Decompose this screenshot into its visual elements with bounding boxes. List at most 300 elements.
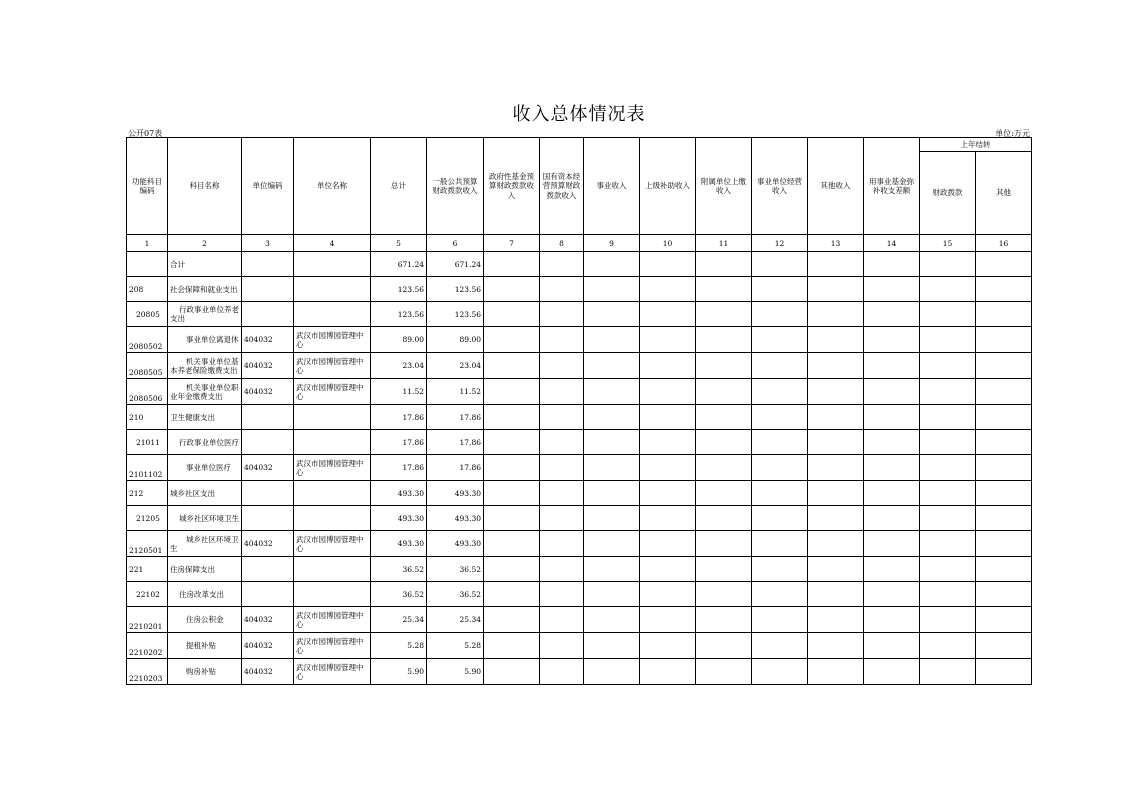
subject-name-cell: 事业单位医疗 [168,455,242,481]
empty-cell [976,277,1032,302]
subject-name-cell: 行政事业单位养老支出 [168,302,242,327]
subject-code-cell [127,252,168,277]
empty-cell [540,430,584,455]
total-cell: 36.52 [371,582,427,607]
empty-cell [920,506,976,531]
empty-cell [584,633,640,659]
general-budget-cell: 5.28 [427,633,484,659]
empty-cell [920,252,976,277]
column-number: 4 [294,235,371,252]
empty-cell [540,659,584,685]
unit-name-cell [294,302,371,327]
empty-cell [976,327,1032,353]
unit-name-cell: 武汉市园博园管理中心 [294,353,371,379]
table-row [127,455,1032,481]
header-general-budget: 一般公共预算财政拨款收入 [427,138,484,235]
empty-cell [920,430,976,455]
subject-name-cell: 城乡社区支出 [168,481,242,506]
empty-cell [640,455,696,481]
empty-cell [540,582,584,607]
unit-code-cell [242,430,294,455]
empty-cell [808,481,864,506]
table-row [127,327,1032,353]
subject-name-cell: 行政事业单位医疗 [168,430,242,455]
empty-cell [484,582,540,607]
empty-cell [976,557,1032,582]
table-row [127,607,1032,633]
empty-cell [540,481,584,506]
empty-cell [808,430,864,455]
table-row [127,353,1032,379]
empty-cell [976,531,1032,557]
total-cell: 123.56 [371,302,427,327]
empty-cell [584,302,640,327]
empty-cell [640,481,696,506]
empty-cell [920,582,976,607]
subject-name-cell: 机关事业单位职业年金缴费支出 [168,379,242,405]
table-row [127,277,1032,302]
header-unit-name: 单位名称 [294,138,371,235]
empty-cell [696,405,752,430]
total-cell: 493.30 [371,481,427,506]
empty-cell [540,557,584,582]
empty-cell [864,582,920,607]
general-budget-cell: 36.52 [427,557,484,582]
empty-cell [484,277,540,302]
empty-cell [696,607,752,633]
empty-cell [584,405,640,430]
empty-cell [976,252,1032,277]
header-carryover-other: 其他 [976,152,1032,235]
empty-cell [484,557,540,582]
empty-cell [808,277,864,302]
empty-cell [864,252,920,277]
empty-cell [752,633,808,659]
empty-cell [584,353,640,379]
unit-code-cell [242,252,294,277]
empty-cell [696,277,752,302]
empty-cell [752,302,808,327]
general-budget-cell: 123.56 [427,277,484,302]
empty-cell [752,481,808,506]
subject-code-cell: 21011 [127,430,168,455]
unit-code-cell: 404032 [242,327,294,353]
empty-cell [920,481,976,506]
empty-cell [864,659,920,685]
unit-code-cell: 404032 [242,455,294,481]
empty-cell [484,327,540,353]
unit-name-cell: 武汉市园博园管理中心 [294,633,371,659]
unit-code-cell [242,302,294,327]
subject-code-cell: 2210203 [127,659,168,685]
empty-cell [696,531,752,557]
empty-cell [584,430,640,455]
subject-code-cell: 212 [127,481,168,506]
empty-cell [640,405,696,430]
empty-cell [920,405,976,430]
subject-code-cell: 221 [127,557,168,582]
empty-cell [808,405,864,430]
empty-cell [808,252,864,277]
column-number: 10 [640,235,696,252]
subject-name-cell: 住房保障支出 [168,557,242,582]
general-budget-cell: 123.56 [427,302,484,327]
empty-cell [976,633,1032,659]
total-cell: 123.56 [371,277,427,302]
total-cell: 671.24 [371,252,427,277]
table-row [127,659,1032,685]
empty-cell [752,455,808,481]
header-government-fund: 政府性基金预算财政拨款收入 [484,138,540,235]
header-function-code: 功能科目编码 [127,138,168,235]
empty-cell [808,557,864,582]
subject-name-cell: 合计 [168,252,242,277]
empty-cell [540,353,584,379]
general-budget-cell: 23.04 [427,353,484,379]
empty-cell [752,353,808,379]
empty-cell [864,557,920,582]
column-number: 1 [127,235,168,252]
empty-cell [920,277,976,302]
total-cell: 17.86 [371,405,427,430]
subject-name-cell: 机关事业单位基本养老保险缴费支出 [168,353,242,379]
subject-code-cell: 2210201 [127,607,168,633]
header-fund-makeup: 用事业基金弥补收支差额 [864,138,920,235]
subject-code-cell: 208 [127,277,168,302]
empty-cell [808,302,864,327]
subject-code-cell: 2120501 [127,531,168,557]
empty-cell [920,659,976,685]
empty-cell [640,353,696,379]
empty-cell [540,302,584,327]
empty-cell [752,405,808,430]
empty-cell [540,277,584,302]
empty-cell [696,379,752,405]
empty-cell [920,353,976,379]
empty-cell [696,252,752,277]
empty-cell [584,659,640,685]
total-cell: 23.04 [371,353,427,379]
empty-cell [920,379,976,405]
unit-code-cell: 404032 [242,531,294,557]
empty-cell [864,607,920,633]
subject-name-cell: 提租补贴 [168,633,242,659]
empty-cell [640,327,696,353]
header-subject-name: 科目名称 [168,138,242,235]
column-number: 8 [540,235,584,252]
empty-cell [484,302,540,327]
empty-cell [752,430,808,455]
subject-name-cell: 城乡社区环境卫生 [168,506,242,531]
empty-cell [752,277,808,302]
unit-code-cell: 404032 [242,379,294,405]
empty-cell [920,302,976,327]
subject-name-cell: 卫生健康支出 [168,405,242,430]
empty-cell [864,405,920,430]
empty-cell [976,379,1032,405]
general-budget-cell: 11.52 [427,379,484,405]
empty-cell [640,659,696,685]
empty-cell [640,302,696,327]
empty-cell [864,379,920,405]
table-row [127,633,1032,659]
empty-cell [540,379,584,405]
general-budget-cell: 25.34 [427,607,484,633]
unit-code-cell [242,481,294,506]
empty-cell [484,405,540,430]
empty-cell [976,659,1032,685]
header-subsidiary-income: 附属单位上缴收入 [696,138,752,235]
column-number: 9 [584,235,640,252]
column-number: 7 [484,235,540,252]
empty-cell [976,405,1032,430]
empty-cell [540,327,584,353]
table-row [127,582,1032,607]
page-title: 收入总体情况表 [512,104,646,125]
subject-code-cell: 21205 [127,506,168,531]
empty-cell [864,353,920,379]
empty-cell [484,353,540,379]
empty-cell [696,582,752,607]
header-other-income: 其他收入 [808,138,864,235]
unit-name-cell [294,252,371,277]
table-row [127,405,1032,430]
general-budget-cell: 89.00 [427,327,484,353]
total-cell: 17.86 [371,430,427,455]
income-table [126,137,1032,685]
empty-cell [584,481,640,506]
empty-cell [920,557,976,582]
empty-cell [484,607,540,633]
empty-cell [864,302,920,327]
empty-cell [752,659,808,685]
table-row [127,531,1032,557]
header-business-income: 事业收入 [584,138,640,235]
empty-cell [808,353,864,379]
empty-cell [484,633,540,659]
general-budget-cell: 493.30 [427,481,484,506]
header-unit-code: 单位编码 [242,138,294,235]
empty-cell [640,582,696,607]
table-row [127,557,1032,582]
empty-cell [484,506,540,531]
empty-cell [640,531,696,557]
empty-cell [584,506,640,531]
unit-code-cell [242,277,294,302]
subject-name-cell: 城乡社区环境卫生 [168,531,242,557]
subject-code-cell: 2101102 [127,455,168,481]
unit-name-cell: 武汉市园博园管理中心 [294,531,371,557]
unit-name-cell: 武汉市园博园管理中心 [294,659,371,685]
empty-cell [808,506,864,531]
empty-cell [864,455,920,481]
header-carryover-group: 上年结转 [920,138,1032,152]
general-budget-cell: 17.86 [427,455,484,481]
empty-cell [584,277,640,302]
unit-name-cell [294,430,371,455]
column-number: 5 [371,235,427,252]
empty-cell [584,582,640,607]
unit-name-cell: 武汉市园博园管理中心 [294,455,371,481]
empty-cell [696,353,752,379]
empty-cell [696,506,752,531]
unit-name-cell: 武汉市园博园管理中心 [294,379,371,405]
empty-cell [808,455,864,481]
empty-cell [808,327,864,353]
header-operating-income: 事业单位经营收入 [752,138,808,235]
column-number-row [127,235,1032,252]
column-number: 6 [427,235,484,252]
empty-cell [696,633,752,659]
total-cell: 493.30 [371,506,427,531]
table-row [127,430,1032,455]
unit-name-cell [294,582,371,607]
empty-cell [484,659,540,685]
empty-cell [484,430,540,455]
empty-cell [920,327,976,353]
empty-cell [640,633,696,659]
empty-cell [540,531,584,557]
column-number: 3 [242,235,294,252]
subject-code-cell: 2080502 [127,327,168,353]
total-cell: 36.52 [371,557,427,582]
total-cell: 17.86 [371,455,427,481]
table-row [127,302,1032,327]
empty-cell [584,327,640,353]
unit-code-cell [242,557,294,582]
empty-cell [584,607,640,633]
unit-label: 单位:万元 [995,129,1030,138]
empty-cell [540,633,584,659]
empty-cell [640,430,696,455]
empty-cell [640,252,696,277]
empty-cell [696,455,752,481]
table-row [127,506,1032,531]
subject-name-cell: 购房补贴 [168,659,242,685]
empty-cell [484,455,540,481]
unit-name-cell [294,506,371,531]
subject-code-cell: 2080505 [127,353,168,379]
empty-cell [752,252,808,277]
empty-cell [540,506,584,531]
empty-cell [976,481,1032,506]
empty-cell [864,633,920,659]
empty-cell [540,405,584,430]
total-cell: 5.28 [371,633,427,659]
empty-cell [584,252,640,277]
total-cell: 493.30 [371,531,427,557]
unit-code-cell [242,405,294,430]
empty-cell [752,506,808,531]
subject-code-cell: 2080506 [127,379,168,405]
empty-cell [808,633,864,659]
unit-code-cell: 404032 [242,633,294,659]
unit-code-cell: 404032 [242,659,294,685]
subject-name-cell: 社会保障和就业支出 [168,277,242,302]
empty-cell [540,607,584,633]
empty-cell [976,506,1032,531]
table-row [127,252,1032,277]
empty-cell [540,252,584,277]
unit-code-cell: 404032 [242,353,294,379]
empty-cell [640,607,696,633]
empty-cell [808,379,864,405]
empty-cell [696,481,752,506]
empty-cell [920,455,976,481]
empty-cell [752,379,808,405]
empty-cell [976,607,1032,633]
empty-cell [864,506,920,531]
total-cell: 25.34 [371,607,427,633]
empty-cell [864,327,920,353]
empty-cell [808,659,864,685]
subject-name-cell: 事业单位离退休 [168,327,242,353]
unit-code-cell: 404032 [242,607,294,633]
empty-cell [696,659,752,685]
empty-cell [808,531,864,557]
empty-cell [976,430,1032,455]
general-budget-cell: 5.90 [427,659,484,685]
empty-cell [640,557,696,582]
column-number: 14 [864,235,920,252]
unit-name-cell [294,557,371,582]
column-number: 11 [696,235,752,252]
subject-name-cell: 住房改革支出 [168,582,242,607]
subject-code-cell: 210 [127,405,168,430]
column-number: 2 [168,235,242,252]
header-carryover-fiscal: 财政拨款 [920,152,976,235]
empty-cell [484,379,540,405]
unit-name-cell: 武汉市园博园管理中心 [294,327,371,353]
empty-cell [584,379,640,405]
subject-name-cell: 住房公积金 [168,607,242,633]
unit-name-cell [294,277,371,302]
empty-cell [976,302,1032,327]
empty-cell [484,481,540,506]
empty-cell [976,455,1032,481]
empty-cell [864,531,920,557]
empty-cell [696,557,752,582]
empty-cell [540,455,584,481]
subject-code-cell: 2210202 [127,633,168,659]
subject-code-cell: 22102 [127,582,168,607]
empty-cell [752,557,808,582]
column-number: 13 [808,235,864,252]
unit-name-cell: 武汉市园博园管理中心 [294,607,371,633]
empty-cell [696,302,752,327]
empty-cell [864,430,920,455]
total-cell: 5.90 [371,659,427,685]
unit-code-cell [242,582,294,607]
column-number: 15 [920,235,976,252]
general-budget-cell: 17.86 [427,430,484,455]
empty-cell [584,557,640,582]
empty-cell [584,455,640,481]
form-code: 公开07表 [128,129,163,138]
empty-cell [752,531,808,557]
empty-cell [640,379,696,405]
empty-cell [976,582,1032,607]
empty-cell [696,430,752,455]
empty-cell [864,277,920,302]
empty-cell [752,582,808,607]
table-row [127,379,1032,405]
general-budget-cell: 17.86 [427,405,484,430]
header-superior-subsidy: 上级补助收入 [640,138,696,235]
empty-cell [640,277,696,302]
empty-cell [864,481,920,506]
empty-cell [696,327,752,353]
